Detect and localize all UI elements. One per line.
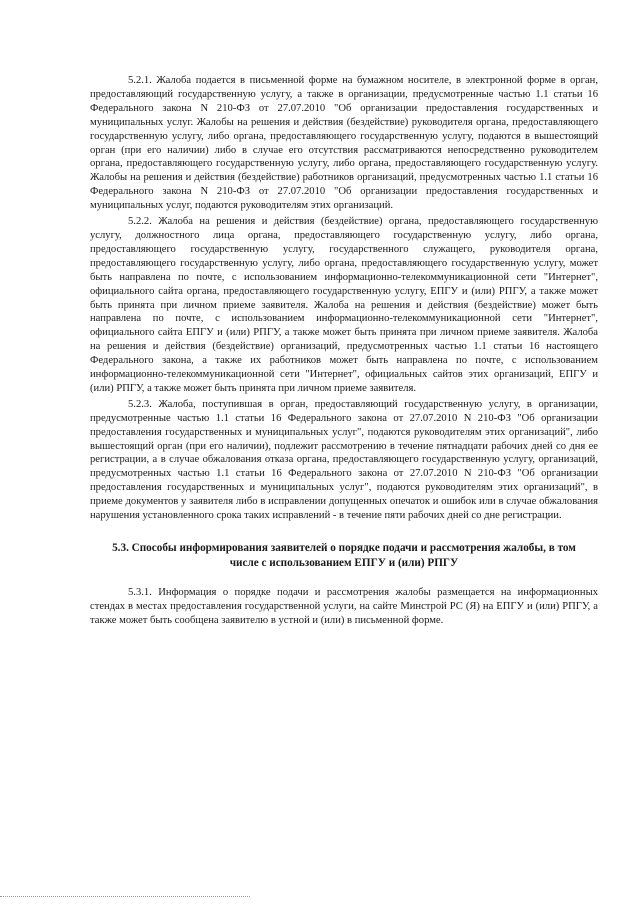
- paragraph-5-2-2: 5.2.2. Жалоба на решения и действия (бездействие) органа, предоставляющего государственную услугу, должностного лица органа, предоставляющего государственную услугу, либо органа, предоставляющего государственную услугу, государственного служащего, руководителя органа, предоставляющего государственную услугу, либо органа, предоставляющего государственную услугу, может быть направлена по почте, с использованием информационно-телекоммуникационной сети "Интернет", официального сайта органа, предоставляющего государственную услугу, ЕПГУ и (или) РПГУ, а также может быть принята при личном приеме заявителя. Жалоба на решения и действия (бездействие) может быть направлена по почте, с использованием информационно-телекоммуникационной сети "Интернет", официального сайта ЕПГУ и (или) РПГУ, а также может быть принята при личном приеме заявителя. Жалоба на решения и действия (бездействие) организаций, предусмотренных частью 1.1 статьи 16 настоящего Федерального закона, а также их работников может быть направлена по почте, с использованием информационно-телекоммуникационной сети "Интернет", официальных сайтов этих организаций, ЕПГУ и (или) РПГУ, а также может быть принята при личном приеме заявителя.: [90, 216, 598, 394]
- section-gap: [90, 570, 598, 586]
- section-gap: [90, 523, 598, 541]
- paragraph-5-2-1: 5.2.1. Жалоба подается в письменной форме на бумажном носителе, в электронной форме в орган, предоставляющий государственную услугу, а также в организации, предусмотренные частью 1.1 статьи 16 Федерального закона N 210-ФЗ от 27.07.2010 "Об организации предоставления государственных и муниципальных услуг. Жалобы на решения и действия (бездействие) руководителя органа, предоставляющего государственную услугу, либо органа, предоставляющего государственную услугу, подаются в вышестоящий орган (при его наличии) либо в случае его отсутствия рассматриваются непосредственно руководителем органа, предоставляющего государственную услугу, либо органа, предоставляющего государственную услугу. Жалобы на решения и действия (бездействие) работников организаций, предусмотренных частью 1.1 статьи 16 Федерального закона N 210-ФЗ от 27.07.2010 "Об организации предоставления государственных и муниципальных услуг, подаются руководителям этих организаций.: [90, 75, 598, 212]
- scan-edge-line: [0, 896, 250, 897]
- document-page: [90, 74, 598, 628]
- section-heading-5-3: 5.3. Способы информирования заявителей о порядке подачи и рассмотрения жалобы, в том числе с использованием ЕПГУ и (или) РПГУ: [112, 542, 576, 569]
- paragraph-5-2-3: 5.2.3. Жалоба, поступившая в орган, предоставляющий государственную услугу, в организации, предусмотренные частью 1.1 статьи 16 Федерального закона от 27.07.2010 N 210-ФЗ "Об организации предоставления государственных и муниципальных услуг", подаются руководителям этих организаций", либо вышестоящий орган (при его наличии), подлежит рассмотрению в течение пятнадцати рабочих дней со дня ее регистрации, а в случае обжалования отказа органа, предоставляющего государственную услугу, организаций, предусмотренных частью 1.1 статьи 16 Федерального закона от 27.07.2010 N 210-ФЗ "Об организации предоставления государственных и муниципальных услуг", подаются руководителям этих организаций", в приеме документов у заявителя либо в исправлении допущенных опечаток и ошибок или в случае обжалования нарушения установленного срока таких исправлений - в течение пяти рабочих дней со дне регистрации.: [90, 398, 598, 522]
- paragraph-5-3-1: 5.3.1. Информация о порядке подачи и рассмотрения жалобы размещается на информационных стендах в местах предоставления государственной услуги, на сайте Минстрой РС (Я) на ЕПГУ и (или) РПГУ, а также может быть сообщена заявителю в устной и (или) в письменной форме.: [90, 587, 598, 626]
